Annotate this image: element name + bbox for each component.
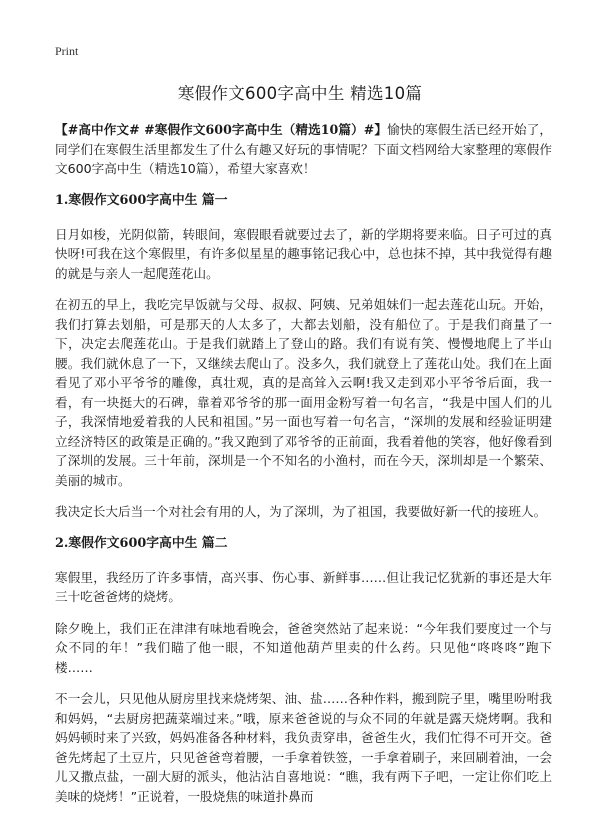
print-label[interactable]: Print bbox=[55, 44, 79, 58]
intro-text: 愉快的寒假生活已经开始了，同学们在寒假生活里都发生了什么有趣又好玩的事情呢？下面文档网给大家整理的寒假作文600字高中生（精选10篇），希望大家喜欢！ bbox=[55, 122, 552, 176]
section-heading-2: 2.寒假作文600字高中生 篇二 bbox=[55, 535, 228, 551]
intro-paragraph bbox=[55, 120, 552, 179]
section-1-paragraph-3: 我决定长大后当一个对社会有用的人，为了深圳，为了祖国，我要做好新一代的接班人。 bbox=[55, 504, 547, 519]
page-title: 寒假作文600字高中生 精选10篇 bbox=[177, 84, 423, 103]
section-1-paragraph-2: 在初五的早上，我吃完早饭就与父母、叔叔、阿姨、兄弟姐妹们一起去莲花山玩。开始，我们打算去划船，可是那天的人太多了，大都去划船，没有船位了。于是我们商量了一下，决定去爬莲花山。于是我们就踏上了登山的路。我们有说有笑、慢慢地爬上了半山腰。我们就休息了一下，又继续去爬山了。没多久，我们就登上了莲花山处。我们在上面看见了邓小平爷爷的雕像，真壮观，真的是高耸入云啊!我又走到邓小平爷爷后面，我一看，有一块挺大的石碑，靠着邓爷爷的那一面用金粉写着一句名言，“我是中国人们的儿子，我深情地爱着我的人民和祖国。”另一面也写着一句名言，“深圳的发展和经验证明建立经济特区的政策是正确的。”我又跑到了邓爷爷的正前面，我看着他的笑容，他好像看到了深圳的发展。三十年前，深圳是一个不知名的小渔村，而在今天，深圳却是一个繁荣、美丽的城市。 bbox=[55, 297, 552, 488]
intro-tag: 【#高中作文# #寒假作文600字高中生（精选10篇）#】 bbox=[55, 122, 388, 137]
section-2-paragraph-2: 除夕晚上，我们正在津津有味地看晚会，爸爸突然站了起来说：“今年我们要度过一个与众不同的年！”我们瞄了他一眼，不知道他葫芦里卖的什么药。只见他“咚咚咚”跑下楼…… bbox=[55, 620, 552, 675]
section-1-paragraph-1: 日月如梭，光阴似箭，转眼间，寒假眼看就要过去了，新的学期将要来临。日子可过的真快呀!可我在这个寒假里，有许多似星星的趣事铭记我心中，总也抹不掉，其中我觉得有趣的就是与亲人一起爬莲花山。 bbox=[55, 226, 552, 281]
section-2-paragraph-1: 寒假里，我经历了许多事情，高兴事、伤心事、新鲜事……但让我记忆犹新的事还是大年三十吃爸爸烤的烧烤。 bbox=[55, 569, 552, 604]
article-body bbox=[55, 120, 552, 818]
section-heading-1: 1.寒假作文600字高中生 篇一 bbox=[55, 192, 228, 208]
section-2-paragraph-3: 不一会儿，只见他从厨房里找来烧烤架、油、盐……各种作料，搬到院子里，嘴里吩咐我和妈妈，“去厨房把蔬菜端过来。”哦，原来爸爸说的与众不同的年就是露天烧烤啊。我和妈妈顿时来了兴致，妈妈准备各种材料，我负责穿串，爸爸生火，我们忙得不可开交。爸爸先烤起了土豆片，只见爸爸弯着腰，一手拿着铁签，一手拿着刷子，来回刷着油，一会儿又撒点盐，一副大厨的派头，他沾沾自喜地说：“瞧，我有两下子吧，一定让你们吃上美味的烧烤！”正说着，一股烧焦的味道扑鼻而 bbox=[55, 691, 552, 804]
